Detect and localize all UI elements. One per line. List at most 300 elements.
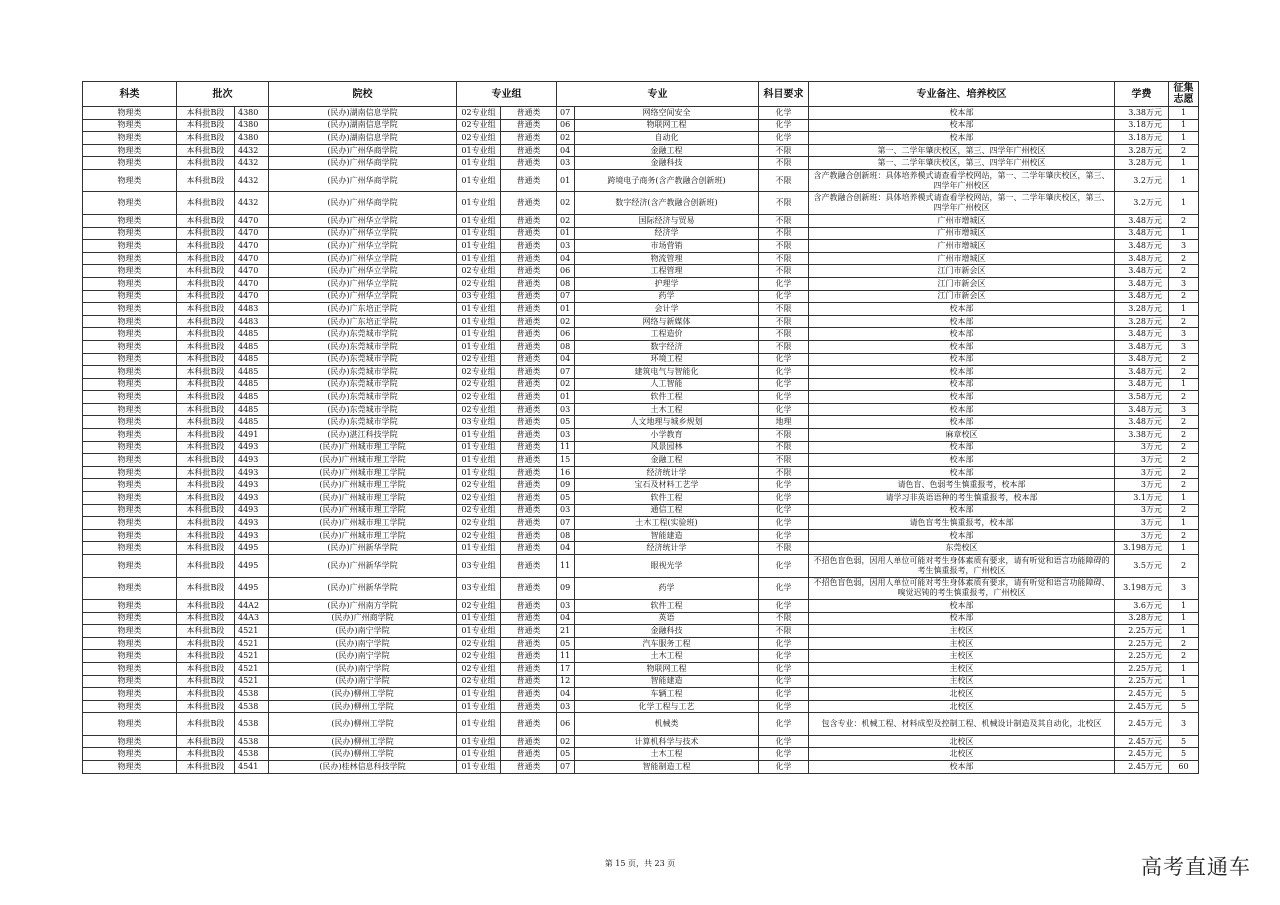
cell-batch: 本科批B段: [177, 700, 235, 713]
cell-major-code: 05: [557, 416, 575, 429]
cell-quota: 2: [1169, 144, 1199, 157]
cell-batch: 本科批B段: [177, 353, 235, 366]
cell-group: 02专业组: [457, 637, 501, 650]
cell-requirement: 化学: [759, 504, 809, 517]
cell-requirement: 不限: [759, 214, 809, 227]
cell-college-name: (民办)柳州工学院: [269, 713, 457, 736]
cell-college-code: 4495: [235, 542, 269, 555]
cell-group: 01专业组: [457, 157, 501, 170]
cell-major-name: 汽车服务工程: [575, 637, 759, 650]
cell-major-code: 02: [557, 132, 575, 145]
cell-major-code: 16: [557, 466, 575, 479]
cell-college-code: 4538: [235, 735, 269, 748]
cell-type: 普通类: [501, 429, 557, 442]
cell-college-code: 4493: [235, 492, 269, 505]
cell-major-code: 01: [557, 169, 575, 192]
cell-quota: 2: [1169, 650, 1199, 663]
cell-college-name: (民办)南宁学院: [269, 650, 457, 663]
header-quota: 征集志愿: [1169, 82, 1199, 107]
cell-fee: 3.28万元: [1115, 303, 1169, 316]
cell-major-name: 软件工程: [575, 391, 759, 404]
cell-major-code: 06: [557, 713, 575, 736]
cell-group: 02专业组: [457, 107, 501, 120]
table-row: [83, 107, 1199, 120]
cell-fee: 3万元: [1115, 479, 1169, 492]
cell-category: 物理类: [83, 748, 177, 761]
cell-type: 普通类: [501, 340, 557, 353]
cell-major-code: 05: [557, 492, 575, 505]
cell-major-name: 国际经济与贸易: [575, 214, 759, 227]
cell-category: 物理类: [83, 252, 177, 265]
cell-major-name: 土木工程: [575, 650, 759, 663]
cell-notes: 校本部: [809, 119, 1115, 132]
cell-college-code: 4538: [235, 700, 269, 713]
cell-requirement: 化学: [759, 119, 809, 132]
cell-major-name: 智能建造: [575, 675, 759, 688]
cell-college-code: 4432: [235, 157, 269, 170]
cell-category: 物理类: [83, 600, 177, 613]
cell-category: 物理类: [83, 650, 177, 663]
cell-requirement: 不限: [759, 429, 809, 442]
cell-category: 物理类: [83, 492, 177, 505]
cell-fee: 3.6万元: [1115, 600, 1169, 613]
cell-quota: 2: [1169, 214, 1199, 227]
cell-type: 普通类: [501, 391, 557, 404]
cell-requirement: 化学: [759, 748, 809, 761]
cell-batch: 本科批B段: [177, 366, 235, 379]
cell-notes: 校本部: [809, 315, 1115, 328]
cell-notes: 校本部: [809, 403, 1115, 416]
cell-notes: 校本部: [809, 378, 1115, 391]
cell-major-code: 05: [557, 637, 575, 650]
cell-type: 普通类: [501, 366, 557, 379]
cell-requirement: 不限: [759, 625, 809, 638]
cell-fee: 3.48万元: [1115, 290, 1169, 303]
cell-type: 普通类: [501, 748, 557, 761]
cell-quota: 5: [1169, 688, 1199, 701]
cell-college-code: 4485: [235, 403, 269, 416]
cell-college-name: (民办)湖南信息学院: [269, 107, 457, 120]
cell-major-code: 07: [557, 517, 575, 530]
cell-type: 普通类: [501, 454, 557, 467]
cell-college-name: (民办)南宁学院: [269, 637, 457, 650]
cell-fee: 2.45万元: [1115, 735, 1169, 748]
cell-batch: 本科批B段: [177, 735, 235, 748]
cell-fee: 3.48万元: [1115, 214, 1169, 227]
cell-type: 普通类: [501, 265, 557, 278]
cell-notes: 主校区: [809, 625, 1115, 638]
cell-fee: 3.198万元: [1115, 542, 1169, 555]
cell-quota: 3: [1169, 403, 1199, 416]
cell-group: 01专业组: [457, 761, 501, 774]
cell-batch: 本科批B段: [177, 625, 235, 638]
cell-major-name: 经济统计学: [575, 542, 759, 555]
cell-college-name: (民办)东莞城市学院: [269, 403, 457, 416]
cell-college-code: 4521: [235, 650, 269, 663]
cell-batch: 本科批B段: [177, 713, 235, 736]
cell-requirement: 化学: [759, 529, 809, 542]
cell-major-code: 11: [557, 650, 575, 663]
table-row: [83, 391, 1199, 404]
cell-notes: 校本部: [809, 353, 1115, 366]
table-row: [83, 577, 1199, 600]
cell-college-code: 4432: [235, 192, 269, 215]
cell-college-name: (民办)广州城市理工学院: [269, 441, 457, 454]
cell-college-name: (民办)柳州工学院: [269, 748, 457, 761]
cell-notes: 主校区: [809, 662, 1115, 675]
cell-batch: 本科批B段: [177, 612, 235, 625]
cell-major-name: 物联网工程: [575, 662, 759, 675]
cell-quota: 5: [1169, 700, 1199, 713]
cell-notes: 北校区: [809, 688, 1115, 701]
cell-major-name: 计算机科学与技术: [575, 735, 759, 748]
cell-quota: 1: [1169, 625, 1199, 638]
cell-requirement: 化学: [759, 378, 809, 391]
cell-fee: 3.28万元: [1115, 144, 1169, 157]
cell-notes: 校本部: [809, 466, 1115, 479]
cell-batch: 本科批B段: [177, 107, 235, 120]
cell-fee: 2.45万元: [1115, 761, 1169, 774]
cell-quota: 2: [1169, 252, 1199, 265]
table-row: [83, 454, 1199, 467]
cell-notes: 校本部: [809, 107, 1115, 120]
cell-college-name: (民办)南宁学院: [269, 625, 457, 638]
cell-batch: 本科批B段: [177, 542, 235, 555]
cell-group: 02专业组: [457, 529, 501, 542]
cell-college-code: 4521: [235, 625, 269, 638]
cell-major-name: 土木工程: [575, 748, 759, 761]
cell-batch: 本科批B段: [177, 303, 235, 316]
cell-type: 普通类: [501, 700, 557, 713]
table-row: [83, 119, 1199, 132]
cell-batch: 本科批B段: [177, 441, 235, 454]
cell-group: 02专业组: [457, 504, 501, 517]
cell-group: 01专业组: [457, 688, 501, 701]
cell-requirement: 不限: [759, 454, 809, 467]
page-number: 第 15 页，共 23 页: [604, 859, 676, 868]
table-row: [83, 378, 1199, 391]
cell-type: 普通类: [501, 625, 557, 638]
cell-major-name: 机械类: [575, 713, 759, 736]
cell-major-name: 金融工程: [575, 454, 759, 467]
cell-category: 物理类: [83, 675, 177, 688]
cell-college-code: 4493: [235, 466, 269, 479]
cell-major-code: 03: [557, 600, 575, 613]
cell-group: 01专业组: [457, 612, 501, 625]
cell-category: 物理类: [83, 625, 177, 638]
cell-quota: 1: [1169, 492, 1199, 505]
cell-batch: 本科批B段: [177, 479, 235, 492]
cell-college-name: (民办)广州城市理工学院: [269, 479, 457, 492]
cell-fee: 3.38万元: [1115, 429, 1169, 442]
cell-college-name: (民办)柳州工学院: [269, 735, 457, 748]
cell-fee: 2.25万元: [1115, 625, 1169, 638]
cell-requirement: 化学: [759, 391, 809, 404]
cell-notes: 校本部: [809, 600, 1115, 613]
cell-notes: 主校区: [809, 637, 1115, 650]
cell-type: 普通类: [501, 662, 557, 675]
cell-major-name: 药学: [575, 290, 759, 303]
cell-category: 物理类: [83, 214, 177, 227]
cell-notes: 麻章校区: [809, 429, 1115, 442]
cell-group: 03专业组: [457, 555, 501, 578]
table-row: [83, 504, 1199, 517]
cell-category: 物理类: [83, 366, 177, 379]
table-row: [83, 252, 1199, 265]
cell-college-name: (民办)南宁学院: [269, 662, 457, 675]
cell-group: 01专业组: [457, 441, 501, 454]
cell-category: 物理类: [83, 761, 177, 774]
cell-batch: 本科批B段: [177, 144, 235, 157]
cell-group: 01专业组: [457, 252, 501, 265]
cell-fee: 3万元: [1115, 454, 1169, 467]
cell-fee: 3.48万元: [1115, 265, 1169, 278]
cell-major-name: 护理学: [575, 277, 759, 290]
table-row: [83, 192, 1199, 215]
cell-college-code: 44A2: [235, 600, 269, 613]
header-major: 专业: [557, 82, 759, 107]
cell-major-name: 金融科技: [575, 625, 759, 638]
cell-college-name: (民办)广州商学院: [269, 612, 457, 625]
cell-college-code: 4485: [235, 366, 269, 379]
cell-college-code: 4493: [235, 454, 269, 467]
cell-quota: 1: [1169, 192, 1199, 215]
cell-quota: 1: [1169, 517, 1199, 530]
cell-batch: 本科批B段: [177, 529, 235, 542]
cell-major-code: 11: [557, 555, 575, 578]
cell-requirement: 化学: [759, 107, 809, 120]
cell-college-code: 4538: [235, 688, 269, 701]
cell-fee: 3万元: [1115, 466, 1169, 479]
cell-quota: 3: [1169, 277, 1199, 290]
cell-batch: 本科批B段: [177, 157, 235, 170]
cell-notes: 校本部: [809, 441, 1115, 454]
cell-requirement: 不限: [759, 303, 809, 316]
cell-notes: 校本部: [809, 416, 1115, 429]
cell-college-name: (民办)广州华立学院: [269, 290, 457, 303]
cell-requirement: 不限: [759, 542, 809, 555]
table-row: [83, 675, 1199, 688]
table-row: [83, 169, 1199, 192]
cell-fee: 2.25万元: [1115, 662, 1169, 675]
cell-college-name: (民办)东莞城市学院: [269, 391, 457, 404]
cell-major-code: 06: [557, 328, 575, 341]
cell-quota: 60: [1169, 761, 1199, 774]
cell-requirement: 不限: [759, 265, 809, 278]
cell-college-code: 4432: [235, 169, 269, 192]
cell-major-code: 07: [557, 107, 575, 120]
cell-major-name: 经济学: [575, 227, 759, 240]
cell-major-code: 04: [557, 688, 575, 701]
cell-fee: 2.25万元: [1115, 650, 1169, 663]
cell-batch: 本科批B段: [177, 429, 235, 442]
cell-batch: 本科批B段: [177, 277, 235, 290]
cell-major-code: 03: [557, 429, 575, 442]
cell-type: 普通类: [501, 416, 557, 429]
cell-quota: 2: [1169, 429, 1199, 442]
cell-fee: 3.48万元: [1115, 328, 1169, 341]
cell-batch: 本科批B段: [177, 517, 235, 530]
cell-category: 物理类: [83, 227, 177, 240]
cell-major-code: 12: [557, 675, 575, 688]
cell-college-code: 4470: [235, 227, 269, 240]
cell-category: 物理类: [83, 328, 177, 341]
cell-notes: 校本部: [809, 454, 1115, 467]
cell-quota: 2: [1169, 637, 1199, 650]
cell-notes: 校本部: [809, 132, 1115, 145]
cell-college-name: (民办)南宁学院: [269, 675, 457, 688]
cell-group: 01专业组: [457, 542, 501, 555]
table-row: [83, 748, 1199, 761]
cell-group: 01专业组: [457, 315, 501, 328]
cell-group: 01专业组: [457, 192, 501, 215]
cell-category: 物理类: [83, 454, 177, 467]
brand-watermark: 高考直通车: [1141, 855, 1251, 879]
cell-category: 物理类: [83, 441, 177, 454]
cell-major-code: 06: [557, 265, 575, 278]
cell-group: 02专业组: [457, 391, 501, 404]
cell-quota: 1: [1169, 675, 1199, 688]
cell-category: 物理类: [83, 378, 177, 391]
cell-group: 01专业组: [457, 735, 501, 748]
cell-notes: 请学习非英语语种的考生慎重报考，校本部: [809, 492, 1115, 505]
cell-category: 物理类: [83, 353, 177, 366]
cell-type: 普通类: [501, 600, 557, 613]
table-row: [83, 340, 1199, 353]
table-row: [83, 713, 1199, 736]
cell-group: 02专业组: [457, 517, 501, 530]
cell-category: 物理类: [83, 637, 177, 650]
cell-notes: 主校区: [809, 675, 1115, 688]
cell-college-name: (民办)广州城市理工学院: [269, 492, 457, 505]
cell-major-code: 17: [557, 662, 575, 675]
cell-college-name: (民办)广州华商学院: [269, 169, 457, 192]
cell-quota: 1: [1169, 157, 1199, 170]
cell-category: 物理类: [83, 277, 177, 290]
cell-requirement: 化学: [759, 492, 809, 505]
cell-category: 物理类: [83, 504, 177, 517]
cell-major-name: 软件工程: [575, 492, 759, 505]
cell-group: 01专业组: [457, 240, 501, 253]
cell-college-name: (民办)广东培正学院: [269, 303, 457, 316]
cell-batch: 本科批B段: [177, 662, 235, 675]
cell-college-name: (民办)广州城市理工学院: [269, 466, 457, 479]
cell-category: 物理类: [83, 303, 177, 316]
table-row: [83, 240, 1199, 253]
cell-fee: 3.38万元: [1115, 107, 1169, 120]
table-row: [83, 479, 1199, 492]
cell-group: 02专业组: [457, 132, 501, 145]
cell-college-name: (民办)广州华商学院: [269, 192, 457, 215]
cell-batch: 本科批B段: [177, 600, 235, 613]
cell-major-code: 02: [557, 214, 575, 227]
cell-college-name: (民办)广州南方学院: [269, 600, 457, 613]
cell-notes: 请色盲、色弱考生慎重报考，校本部: [809, 479, 1115, 492]
cell-major-name: 小学教育: [575, 429, 759, 442]
cell-college-name: (民办)广东培正学院: [269, 315, 457, 328]
cell-major-name: 市场营销: [575, 240, 759, 253]
cell-type: 普通类: [501, 277, 557, 290]
cell-requirement: 化学: [759, 517, 809, 530]
cell-major-code: 11: [557, 441, 575, 454]
table-row: [83, 315, 1199, 328]
cell-college-name: (民办)东莞城市学院: [269, 378, 457, 391]
cell-group: 01专业组: [457, 340, 501, 353]
cell-requirement: 不限: [759, 441, 809, 454]
cell-group: 01专业组: [457, 700, 501, 713]
cell-type: 普通类: [501, 466, 557, 479]
cell-category: 物理类: [83, 662, 177, 675]
cell-notes: 请色盲考生慎重报考，校本部: [809, 517, 1115, 530]
cell-college-name: (民办)桂林信息科技学院: [269, 761, 457, 774]
cell-group: 01专业组: [457, 214, 501, 227]
cell-type: 普通类: [501, 353, 557, 366]
cell-category: 物理类: [83, 713, 177, 736]
cell-requirement: 化学: [759, 277, 809, 290]
cell-quota: 3: [1169, 328, 1199, 341]
cell-category: 物理类: [83, 391, 177, 404]
cell-college-name: (民办)广州华立学院: [269, 214, 457, 227]
cell-group: 01专业组: [457, 169, 501, 192]
cell-major-name: 人文地理与城乡规划: [575, 416, 759, 429]
cell-type: 普通类: [501, 492, 557, 505]
cell-requirement: 化学: [759, 662, 809, 675]
cell-major-code: 07: [557, 761, 575, 774]
cell-group: 02专业组: [457, 353, 501, 366]
table-row: [83, 429, 1199, 442]
cell-fee: 3.48万元: [1115, 277, 1169, 290]
cell-group: 01专业组: [457, 625, 501, 638]
cell-major-code: 06: [557, 119, 575, 132]
cell-major-name: 智能建造: [575, 529, 759, 542]
cell-college-name: (民办)湖南信息学院: [269, 119, 457, 132]
cell-quota: 2: [1169, 416, 1199, 429]
table-row: [83, 132, 1199, 145]
cell-group: 01专业组: [457, 713, 501, 736]
cell-major-code: 04: [557, 542, 575, 555]
cell-quota: 2: [1169, 265, 1199, 278]
cell-major-name: 人工智能: [575, 378, 759, 391]
cell-category: 物理类: [83, 517, 177, 530]
cell-batch: 本科批B段: [177, 688, 235, 701]
cell-group: 01专业组: [457, 466, 501, 479]
cell-college-code: 4485: [235, 353, 269, 366]
cell-college-name: (民办)广州新华学院: [269, 542, 457, 555]
cell-notes: 校本部: [809, 391, 1115, 404]
cell-college-name: (民办)东莞城市学院: [269, 340, 457, 353]
cell-quota: 2: [1169, 504, 1199, 517]
cell-quota: 2: [1169, 290, 1199, 303]
cell-notes: 北校区: [809, 700, 1115, 713]
cell-major-name: 自动化: [575, 132, 759, 145]
cell-college-name: (民办)东莞城市学院: [269, 416, 457, 429]
cell-category: 物理类: [83, 555, 177, 578]
table-header-row: [83, 82, 1199, 107]
cell-requirement: 化学: [759, 366, 809, 379]
cell-type: 普通类: [501, 214, 557, 227]
cell-notes: 校本部: [809, 328, 1115, 341]
cell-requirement: 化学: [759, 353, 809, 366]
cell-requirement: 不限: [759, 169, 809, 192]
cell-college-name: (民办)广州华商学院: [269, 157, 457, 170]
table-row: [83, 555, 1199, 578]
cell-notes: 不招色盲色弱，因用人单位可能对考生身体素质有要求，请有听觉和语言功能障碍、嗅觉迟钝的考生慎重报考，广州校区: [809, 577, 1115, 600]
cell-college-code: 4493: [235, 504, 269, 517]
cell-requirement: 不限: [759, 315, 809, 328]
cell-major-code: 09: [557, 479, 575, 492]
cell-category: 物理类: [83, 466, 177, 479]
cell-major-name: 软件工程: [575, 600, 759, 613]
